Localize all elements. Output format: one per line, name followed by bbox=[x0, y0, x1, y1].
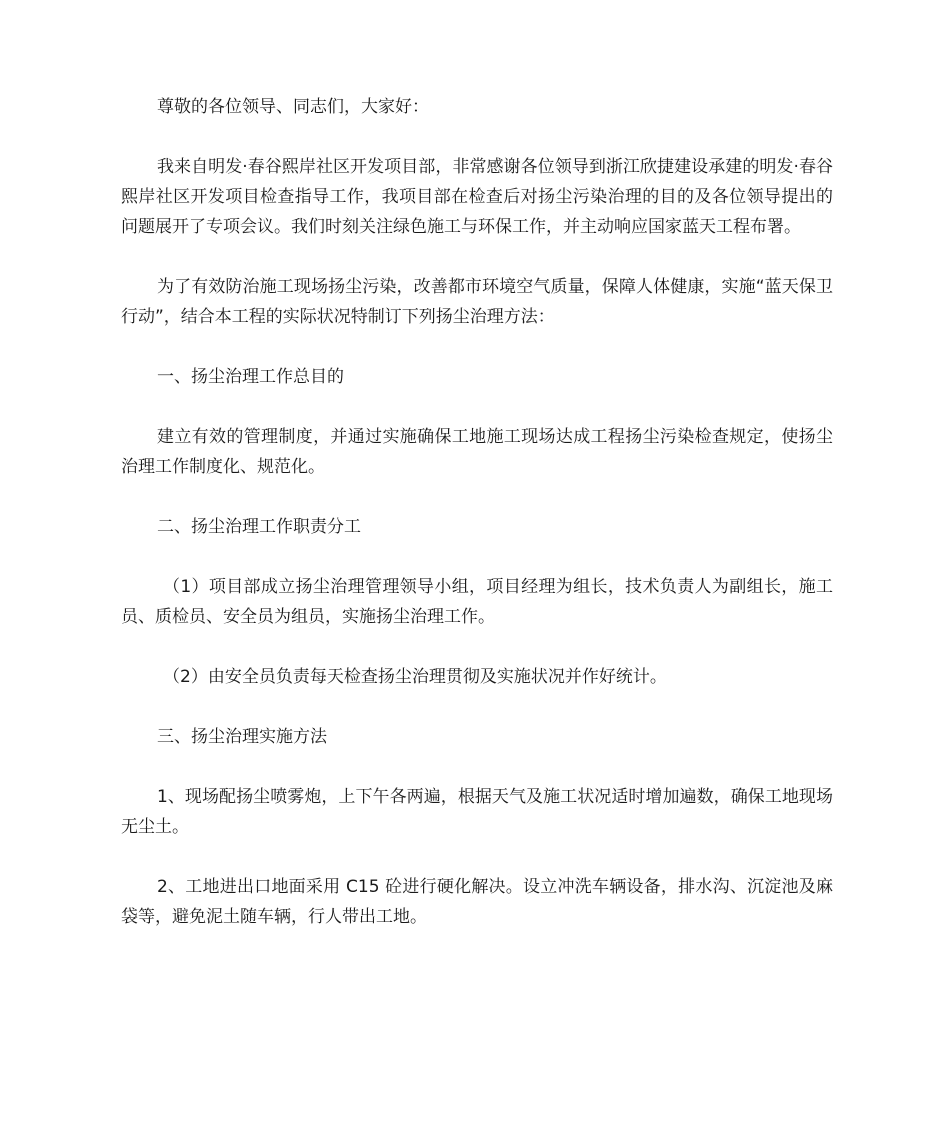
section1-body: 建立有效的管理制度，并通过实施确保工地施工现场达成工程扬尘污染检查规定，使扬尘治理工作制度化、规范化。 bbox=[121, 427, 833, 477]
section2-item-1: （1）项目部成立扬尘治理管理领导小组，项目经理为组长，技术负责人为副组长，施工员、质检员、安全员为组员，实施扬尘治理工作。 bbox=[121, 577, 833, 627]
section3-item-1: 1、现场配扬尘喷雾炮，上下午各两遍，根据天气及施工状况适时增加遍数，确保工地现场无尘土。 bbox=[121, 787, 833, 837]
section3-heading: 三、扬尘治理实施方法 bbox=[157, 727, 327, 747]
document-body bbox=[121, 92, 833, 962]
section2-heading: 二、扬尘治理工作职责分工 bbox=[157, 517, 361, 537]
section1-heading: 一、扬尘治理工作总目的 bbox=[157, 367, 344, 387]
greeting-paragraph: 尊敬的各位领导、同志们，大家好： bbox=[157, 97, 429, 117]
intro-paragraph: 我来自明发·春谷熙岸社区开发项目部，非常感谢各位领导到浙江欣捷建设承建的明发·春谷熙岸社区开发项目检查指导工作，我项目部在检查后对扬尘污染治理的目的及各位领导提出的问题展开了专项会议。我们时刻关注绿色施工与环保工作，并主动响应国家蓝天工程布署。 bbox=[121, 157, 833, 237]
section3-item-2: 2、工地进出口地面采用 C15 砼进行硬化解决。设立冲洗车辆设备，排水沟、沉淀池及麻袋等，避免泥土随车辆，行人带出工地。 bbox=[121, 877, 833, 927]
purpose-paragraph: 为了有效防治施工现场扬尘污染，改善都市环境空气质量，保障人体健康，实施“蓝天保卫行动”，结合本工程的实际状况特制订下列扬尘治理方法： bbox=[121, 277, 833, 327]
section2-item-2: （2）由安全员负责每天检查扬尘治理贯彻及实施状况并作好统计。 bbox=[163, 667, 667, 687]
